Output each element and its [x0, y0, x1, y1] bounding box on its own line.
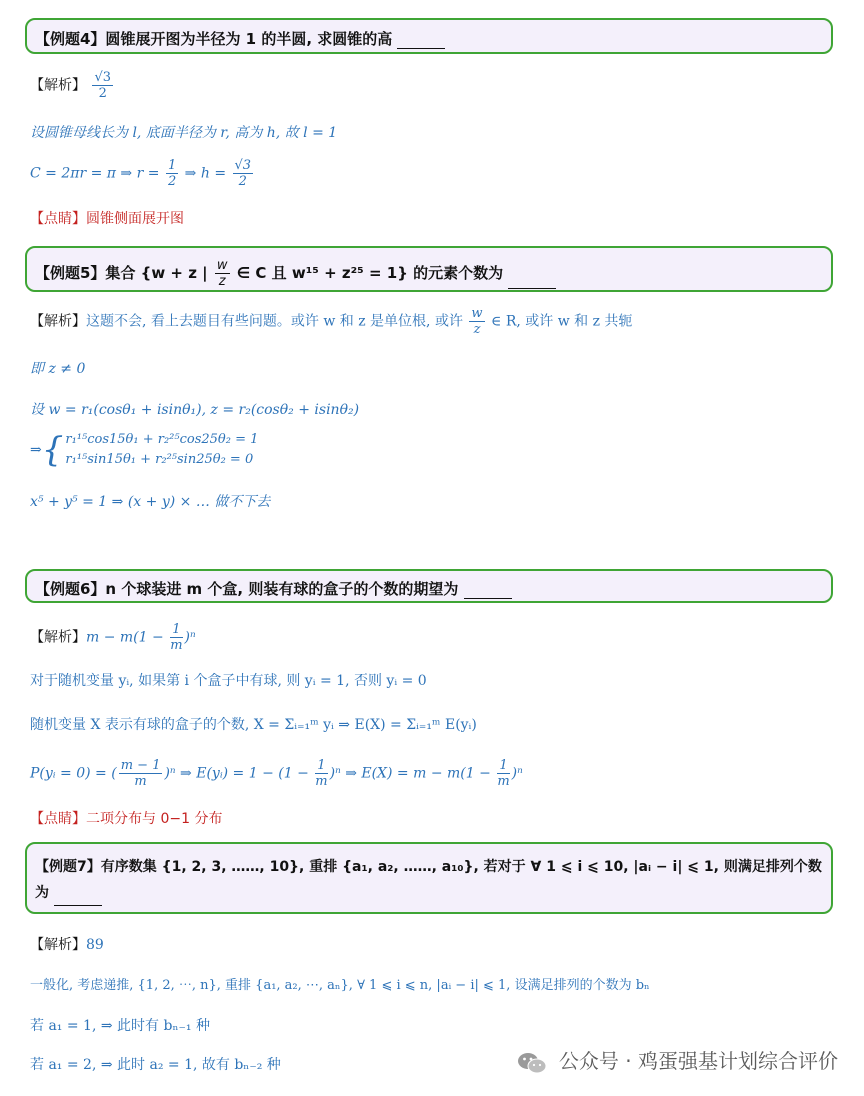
fraction-numerator: 1	[497, 758, 509, 774]
title-segment: 【例题5】集合 {w + z |	[35, 264, 208, 282]
left-brace: {	[41, 430, 64, 470]
example-5-line-2: 即 z ≠ 0	[30, 361, 86, 377]
line-segment: )ⁿ	[184, 629, 196, 646]
dianjing-label: 【点睛】	[30, 811, 86, 827]
dianjing-label: 【点睛】	[30, 211, 86, 227]
fraction-numerator: w	[471, 306, 483, 321]
line-segment: ∈ R, 或许 w 和 z 共轭	[491, 313, 633, 330]
example-7-title	[35, 854, 825, 906]
example-7-line-3: 若 a₁ = 2, ⇒ 此时 a₂ = 1, 故有 bₙ₋₂ 种	[30, 1057, 281, 1073]
fraction-denominator: z	[218, 274, 226, 289]
jiexi-label: 【解析】	[30, 77, 86, 94]
watermark	[517, 1045, 838, 1075]
watermark-text: 公众号 · 鸡蛋强基计划综合评价	[558, 1049, 838, 1073]
fraction	[315, 758, 327, 789]
fraction-denominator: m	[170, 638, 183, 653]
fraction-denominator: m	[497, 774, 510, 789]
answer-blank	[397, 34, 445, 49]
answer-blank	[464, 584, 512, 599]
line-segment: ⇒ h =	[184, 165, 227, 182]
answer-blank	[54, 891, 102, 906]
line-segment: )ⁿ ⇒ E(yᵢ) = 1 − (1 −	[164, 765, 309, 782]
example-4-title-text: 【例题4】圆锥展开图为半径为 1 的半圆, 求圆锥的高	[35, 30, 393, 48]
fraction-denominator: z	[473, 322, 481, 337]
line-segment: )ⁿ ⇒ E(X) = m − m(1 −	[329, 765, 491, 782]
example-6-line-2: 随机变量 X 表示有球的盒子的个数, X = Σᵢ₌₁ᵐ yᵢ ⇒ E(X) = Σᵢ₌₁ᵐ E(yᵢ)	[30, 717, 477, 733]
example-5-title	[35, 258, 556, 289]
example-7-line-2: 若 a₁ = 1, ⇒ 此时有 bₙ₋₁ 种	[30, 1018, 210, 1034]
example-5-line-1	[30, 306, 632, 337]
example-4-line-1: 设圆锥母线长为 l, 底面半径为 r, 高为 h, 故 l = 1	[30, 125, 338, 141]
example-7-answer	[30, 934, 104, 954]
example-4-dianjing	[30, 208, 184, 228]
implies-arrow: ⇒	[30, 442, 42, 458]
answer-fraction	[92, 70, 113, 101]
fraction-numerator: 1	[167, 158, 177, 173]
fraction-numerator: 1	[315, 758, 327, 774]
example-4-question-box	[25, 18, 833, 54]
example-4-line-2	[30, 158, 255, 189]
example-6-line-3	[30, 758, 523, 789]
line-segment: )ⁿ	[511, 765, 523, 782]
example-6-answer	[30, 622, 196, 653]
fraction-numerator: √3	[234, 158, 252, 173]
answer-blank	[508, 274, 556, 289]
example-6-title	[35, 578, 512, 599]
example-6-question-box	[25, 569, 833, 603]
fraction-denominator: 2	[98, 86, 107, 101]
fraction-denominator: m	[134, 774, 147, 789]
fraction	[119, 758, 163, 789]
wechat-icon	[517, 1051, 547, 1075]
fraction	[233, 158, 254, 189]
example-4-answer	[30, 70, 115, 101]
dianjing-text: 二项分布与 0−1 分布	[86, 811, 223, 827]
example-5-line-5: x⁵ + y⁵ = 1 ⇒ (x + y) × … 做不下去	[30, 494, 271, 510]
fraction-denominator: 2	[167, 174, 177, 189]
example-7-question-box	[25, 842, 833, 914]
example-6-title-text: 【例题6】n 个球装进 m 个盒, 则装有球的盒子的个数的期望为	[35, 580, 459, 598]
fraction-denominator: m	[315, 774, 328, 789]
fraction-numerator: 1	[170, 622, 182, 638]
equation-system	[65, 430, 258, 470]
fraction	[469, 306, 484, 337]
fraction	[170, 622, 182, 653]
jiexi-label: 【解析】	[30, 629, 86, 646]
example-5-line-3: 设 w = r₁(cosθ₁ + isinθ₁), z = r₂(cosθ₂ + isinθ₂)	[30, 402, 360, 418]
line-segment: m − m(1 −	[86, 629, 164, 646]
line-segment: 这题不会, 看上去题目有些问题。或许 w 和 z 是单位根, 或许	[86, 313, 463, 330]
example-4-title	[35, 28, 445, 49]
fraction	[497, 758, 509, 789]
line-segment: P(yᵢ = 0) = (	[30, 765, 117, 782]
fraction-numerator: √3	[94, 70, 112, 85]
fraction	[166, 158, 178, 189]
fraction	[215, 258, 230, 289]
example-7-title-text: 【例题7】有序数集 {1, 2, 3, ……, 10}, 重排 {a₁, a₂, ……, a₁₀}, 若对于 ∀ 1 ⩽ i ⩽ 10, |aᵢ − i| ⩽ 1, 则满足排列个数为	[35, 859, 822, 901]
example-7-line-1: 一般化, 考虑递推, {1, 2, ⋯, n}, 重排 {a₁, a₂, ⋯, aₙ}, ∀ 1 ⩽ i ⩽ n, |aᵢ − i| ⩽ 1, 设满足排列的个数为 bₙ	[30, 978, 650, 993]
line-segment: C = 2πr = π ⇒ r =	[30, 165, 160, 182]
fraction-numerator: m − 1	[120, 758, 161, 773]
fraction-numerator: w	[216, 258, 228, 273]
system-equation-2: r₁¹⁵sin15θ₁ + r₂²⁵sin25θ₂ = 0	[65, 452, 254, 467]
example-6-line-1: 对于随机变量 yᵢ, 如果第 i 个盒子中有球, 则 yᵢ = 1, 否则 yᵢ = 0	[30, 673, 427, 689]
example-5-question-box	[25, 246, 833, 292]
system-equation-1: r₁¹⁵cos15θ₁ + r₂²⁵cos25θ₂ = 1	[65, 432, 259, 447]
example-6-dianjing	[30, 808, 222, 828]
example-5-system	[30, 430, 258, 470]
fraction-denominator: 2	[238, 174, 247, 189]
jiexi-label: 【解析】	[30, 937, 86, 953]
dianjing-text: 圆锥侧面展开图	[86, 211, 184, 227]
title-segment: ∈ C 且 w¹⁵ + z²⁵ = 1} 的元素个数为	[236, 264, 504, 282]
answer-value: 89	[86, 937, 104, 953]
jiexi-label: 【解析】	[30, 313, 86, 330]
